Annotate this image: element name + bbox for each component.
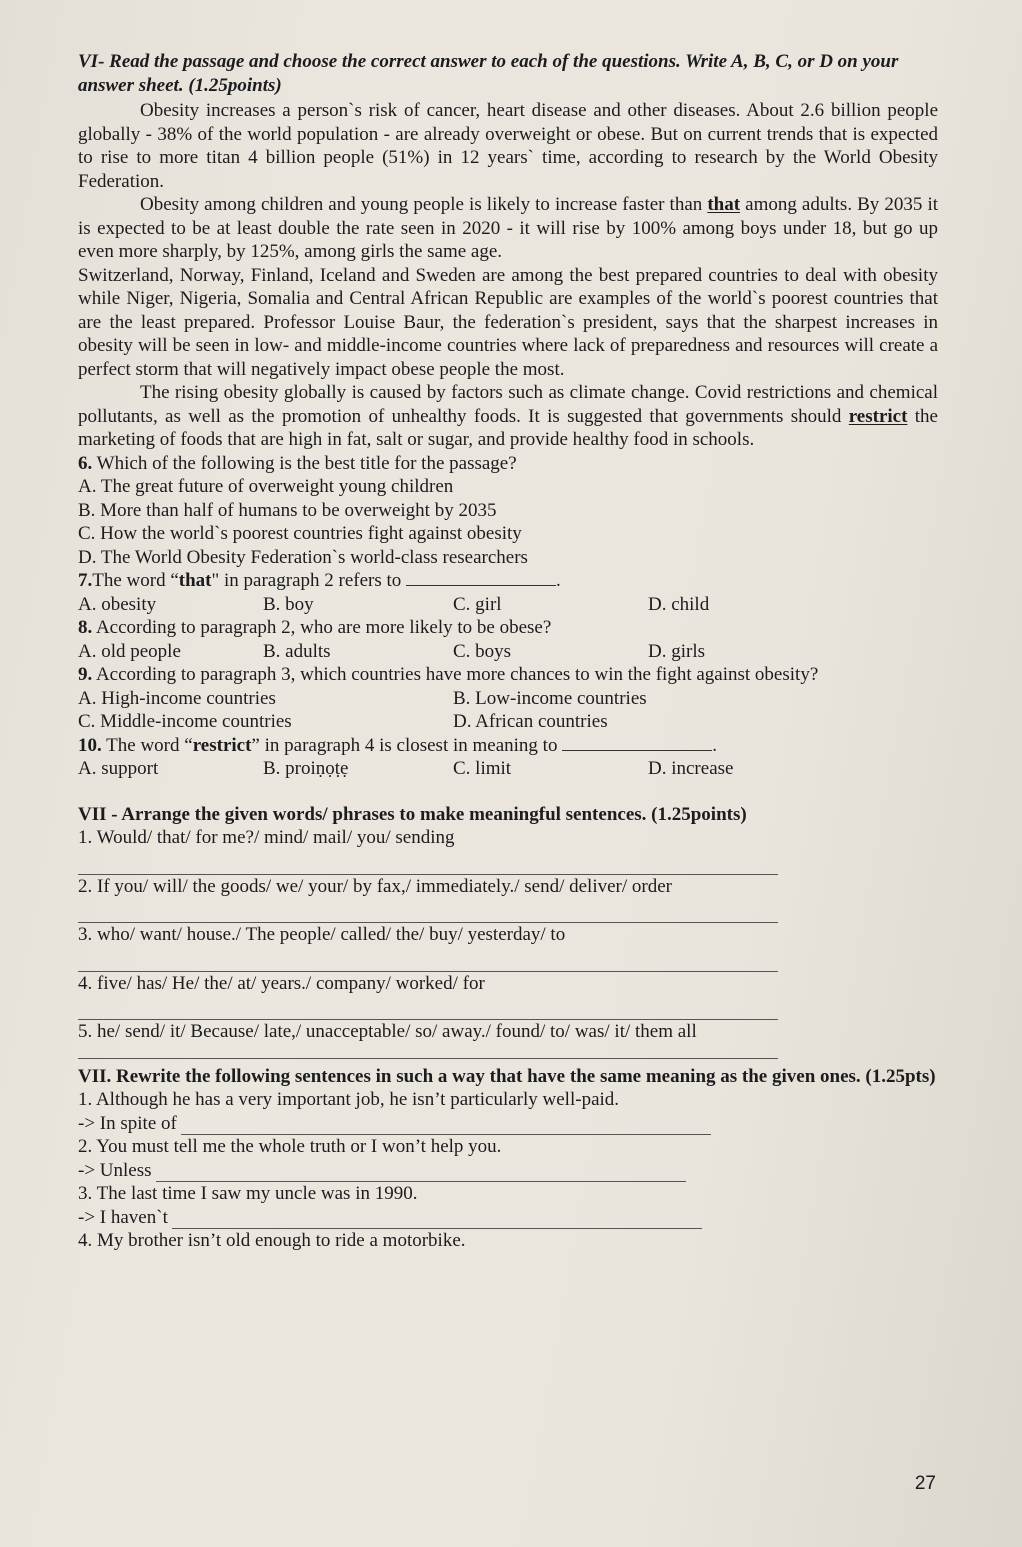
- section-8-heading: VII. Rewrite the following sentences in such a way that have the same meaning as the given ones. (1.25pts): [78, 1065, 936, 1087]
- arrange-item-1: 1. Would/ that/ for me?/ mind/ mail/ you/ sending: [78, 827, 455, 848]
- question-7: 7.The word “that" in paragraph 2 refers to .: [78, 570, 561, 591]
- question-9: 9. According to paragraph 3, which countries have more chances to win the fight against obesity?: [78, 664, 819, 685]
- question-10: 10. The word “restrict” in paragraph 4 is closest in meaning to .: [78, 734, 717, 756]
- question-8: 8. According to paragraph 2, who are more likely to be obese?: [78, 617, 552, 638]
- q10-option-a: A. support: [78, 758, 159, 779]
- q9-option-a: A. High-income countries: [78, 687, 276, 709]
- arrange-item-5: 5. he/ send/ it/ Because/ late,/ unacceptable/ so/ away./ found/ to/ was/ it/ them all: [78, 1021, 697, 1042]
- q9-option-b: B. Low-income countries: [453, 687, 647, 709]
- q7-option-b: B. boy: [263, 593, 314, 615]
- rewrite-answer-2: -> Unless: [78, 1159, 938, 1183]
- q7-option-c: C. girl: [453, 593, 502, 615]
- arrange-item-4: 4. five/ has/ He/ the/ at/ years./ company/ worked/ for: [78, 972, 485, 994]
- section-6-heading: VI- Read the passage and choose the correct answer to each of the questions. Write A, B, C, or D on your answer sheet. (1.25points): [78, 51, 899, 96]
- rewrite-item-2: 2. You must tell me the whole truth or I won’t help you.: [78, 1136, 502, 1157]
- q8-option-d: D. girls: [648, 640, 705, 662]
- rewrite-item-3: 3. The last time I saw my uncle was in 1990.: [78, 1183, 418, 1204]
- arrange-item-2: 2. If you/ will/ the goods/ we/ your/ by fax,/ immediately./ send/ deliver/ order: [78, 875, 672, 897]
- q8-option-b: B. adults: [263, 640, 331, 662]
- q6-option-b: B. More than half of humans to be overweight by 2035: [78, 499, 497, 521]
- rewrite-item-1: 1. Although he has a very important job, he isn’t particularly well-paid.: [78, 1089, 620, 1110]
- q9-option-d: D. African countries: [453, 711, 608, 732]
- q10-option-b: B. proiṇọṭẹ: [263, 758, 349, 779]
- q6-option-a: A. The great future of overweight young children: [78, 476, 454, 497]
- q7-options: [78, 593, 938, 617]
- answer-blank: [562, 734, 712, 751]
- q9-option-c: C. Middle-income countries: [78, 711, 292, 732]
- q6-option-c: C. How the world`s poorest countries fight against obesity: [78, 523, 522, 544]
- passage-paragraph-4: The rising obesity globally is caused by factors such as climate change. Covid restrictions and chemical pollutants, as well as the promotion of unhealthy foods. It is suggested that governments should restrict the marketing of foods that are high in fat, salt or sugar, and provide healthy food in schools.: [78, 382, 938, 450]
- rewrite-answer-3: -> I haven`t: [78, 1206, 938, 1230]
- answer-blank: [406, 569, 556, 586]
- q8-option-a: A. old people: [78, 640, 181, 662]
- arrange-item-3: 3. who/ want/ house./ The people/ called/ the/ buy/ yesterday/ to: [78, 924, 566, 945]
- rewrite-answer-1: -> In spite of: [78, 1112, 938, 1136]
- question-6: 6. Which of the following is the best title for the passage?: [78, 452, 517, 474]
- section-7-heading: VII - Arrange the given words/ phrases to make meaningful sentences. (1.25points): [78, 803, 747, 825]
- q7-option-d: D. child: [648, 593, 710, 615]
- page-number: 27: [914, 1473, 936, 1494]
- q10-options: [78, 757, 938, 781]
- q10-option-d: D. increase: [648, 758, 734, 779]
- q8-option-c: C. boys: [453, 640, 512, 662]
- q7-option-a: A. obesity: [78, 593, 157, 615]
- q6-option-d: D. The World Obesity Federation`s world-class researchers: [78, 546, 528, 568]
- q9-options: [78, 687, 938, 734]
- q10-option-c: C. limit: [453, 758, 512, 779]
- passage-paragraph-1: Obesity increases a person`s risk of cancer, heart disease and other diseases. About 2.6 billion people globally - 38% of the world population - are already overweight or obese. But on current trends that is expected to rise to more titan 4 billion people (51%) in 12 years` time, according to research by the World Obesity Federation.: [78, 100, 938, 192]
- q8-options: [78, 640, 938, 664]
- passage-paragraph-3: Switzerland, Norway, Finland, Iceland and Sweden are among the best prepared countries to deal with obesity while Niger, Nigeria, Somalia and Central African Republic are examples of the world`s poorest countries that are the least prepared. Professor Louise Baur, the federation`s president, says that the sharpest increases in obesity will be seen in low- and middle-income countries where lack of preparedness and resources will create a perfect storm that will negatively impact obese people the most.: [78, 264, 938, 380]
- rewrite-item-4: 4. My brother isn’t old enough to ride a motorbike.: [78, 1230, 466, 1251]
- passage-paragraph-2: Obesity among children and young people is likely to increase faster than that among adults. By 2035 it is expected to be at least double the rate seen in 2020 - it will rise by 100% among boys under 18, but go up even more sharply, by 125%, among girls the same age.: [78, 194, 939, 262]
